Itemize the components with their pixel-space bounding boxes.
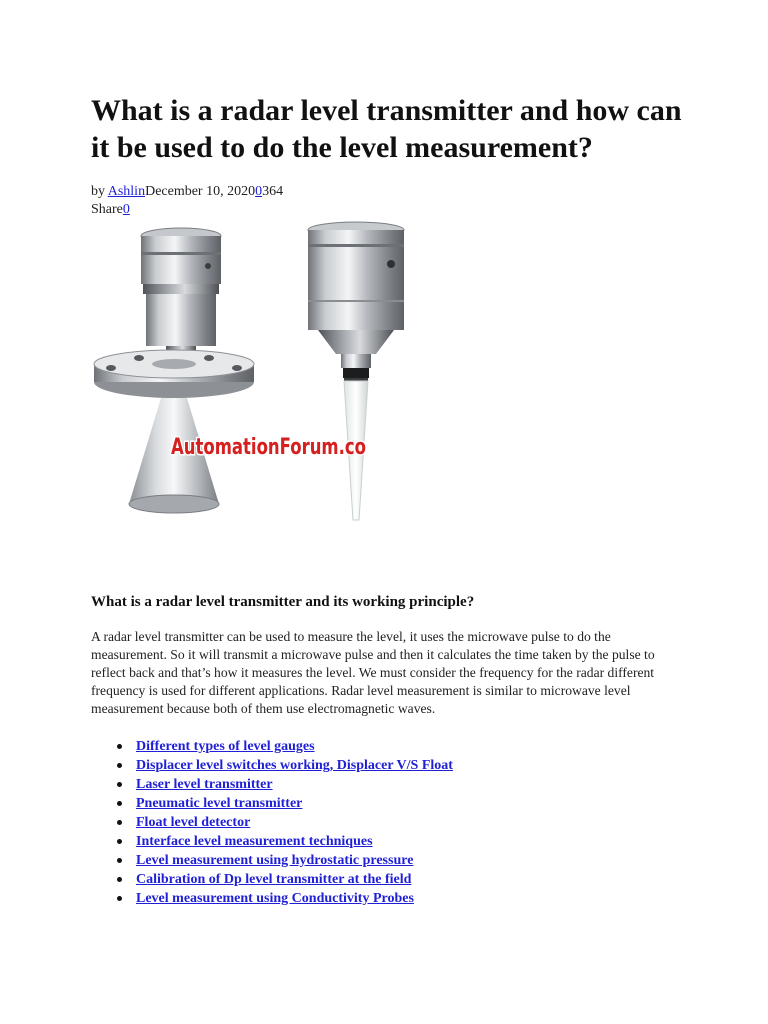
bullet-icon: [117, 782, 122, 787]
list-item: [91, 813, 453, 832]
horn-antenna-transmitter: [94, 228, 254, 513]
bullet-icon: [117, 801, 122, 806]
article-meta: [91, 183, 283, 219]
share-row: [91, 201, 283, 219]
related-link[interactable]: Different types of level gauges: [136, 739, 315, 754]
list-item: [91, 794, 453, 813]
bullet-icon: [117, 839, 122, 844]
list-item: [91, 851, 453, 870]
rod-antenna-transmitter: [308, 222, 404, 520]
view-count: 364: [262, 184, 284, 199]
hero-image: [91, 222, 391, 562]
publish-date: December 10, 2020: [145, 184, 256, 199]
related-link[interactable]: Pneumatic level transmitter: [136, 796, 303, 811]
list-item: [91, 737, 453, 756]
author-link[interactable]: Ashlin: [107, 184, 146, 199]
article-title: What is a radar level transmitter and how can it be used to do the level measurement?: [91, 94, 682, 164]
byline: [91, 183, 283, 201]
bullet-icon: [117, 877, 122, 882]
bullet-icon: [117, 820, 122, 825]
bullet-icon: [117, 763, 122, 768]
related-link[interactable]: Interface level measurement techniques: [136, 834, 373, 849]
bullet-icon: [117, 896, 122, 901]
share-count-link[interactable]: 0: [122, 202, 130, 217]
related-link[interactable]: Calibration of Dp level transmitter at the field: [136, 872, 412, 887]
related-link[interactable]: Level measurement using hydrostatic pressure: [136, 853, 414, 868]
related-links-list: [91, 737, 453, 908]
list-item: [91, 870, 453, 889]
list-item: [91, 889, 453, 908]
bullet-icon: [117, 744, 122, 749]
list-item: [91, 756, 453, 775]
share-label: Share: [91, 202, 123, 217]
list-item: [91, 775, 453, 794]
related-link[interactable]: Level measurement using Conductivity Probes: [136, 891, 414, 906]
section-heading: What is a radar level transmitter and its working principle?: [91, 594, 475, 610]
intro-paragraph: A radar level transmitter can be used to measure the level, it uses the microwave pulse to do the measurement. So it will transmit a microwave pulse and then it calculates the time taken by the pulse to reflect back and that’s how it measures the level. We must consider the frequency for the radar different frequency is used for different applications. Radar level measurement is similar to microwave level measurement because both of them use electromagnetic waves.: [91, 629, 655, 716]
bullet-icon: [117, 858, 122, 863]
related-link[interactable]: Laser level transmitter: [136, 777, 273, 792]
related-link[interactable]: Displacer level switches working, Displacer V/S Float: [136, 758, 453, 773]
by-label: by: [91, 184, 108, 199]
related-link[interactable]: Float level detector: [136, 815, 251, 830]
comment-count-link[interactable]: 0: [255, 184, 263, 199]
hero-watermark: AutomationForum.co: [171, 434, 366, 460]
list-item: [91, 832, 453, 851]
